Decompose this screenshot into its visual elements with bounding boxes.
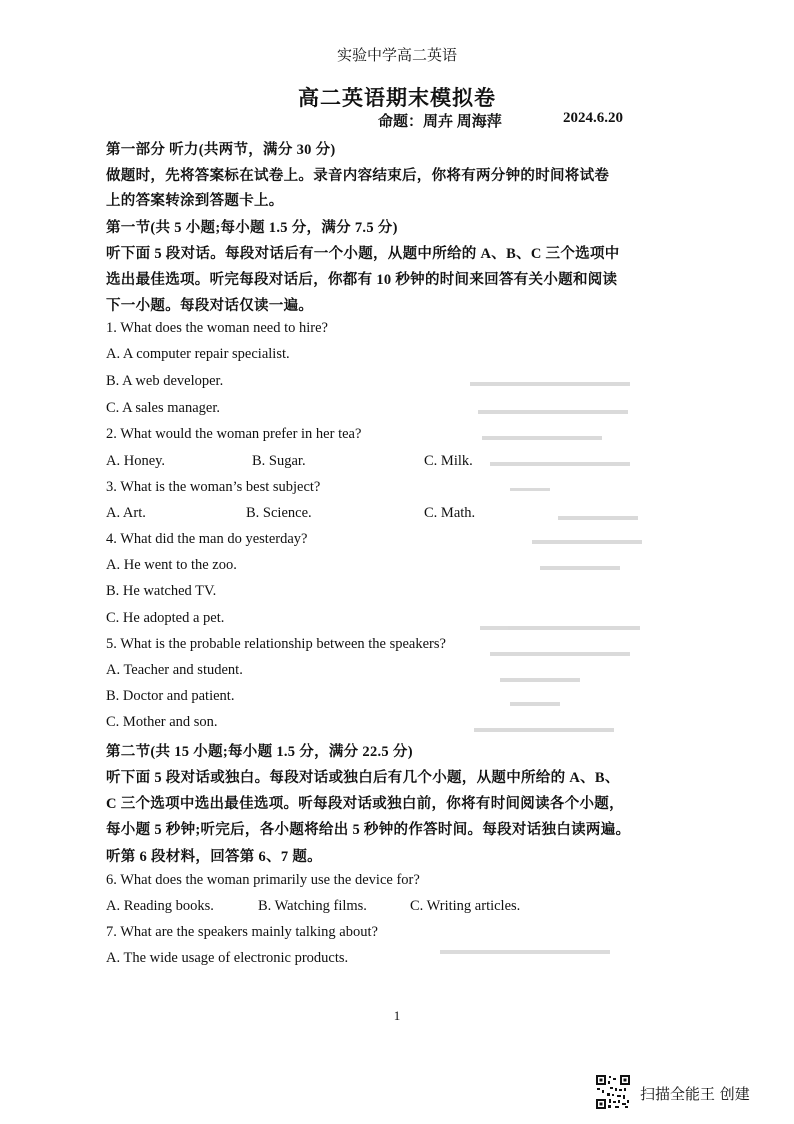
option-a: A. Honey.	[106, 453, 166, 469]
option-c: C. Mother and son.	[106, 714, 218, 730]
option-b: B. Sugar.	[252, 453, 306, 469]
page-number: 1	[393, 1008, 401, 1023]
section1-instruction-line: 选出最佳选项。听完每段对话后，你都有 10 秒钟的时间来回答有关小题和阅读	[106, 272, 618, 288]
option-b: B. Doctor and patient.	[106, 688, 235, 704]
option-b: B. A web developer.	[106, 373, 224, 389]
section1-instruction-line: 听下面 5 段对话。每段对话后有一个小题，从题中所给的 A、B、C 三个选项中	[106, 246, 620, 262]
section2-instruction-line: 听第 6 段材料，回答第 6、7 题。	[106, 849, 322, 865]
option-c: C. Writing articles.	[410, 898, 521, 914]
section2-instruction-line: 听下面 5 段对话或独白。每段对话或独白后有几个小题，从题中所给的 A、B、	[106, 770, 620, 786]
question-text: 5. What is the probable relationship between the speakers?	[106, 636, 446, 652]
question-text: 2. What would the woman prefer in her tea?	[106, 426, 362, 442]
qr-code-icon	[596, 1075, 630, 1109]
section1-heading: 第一节(共 5 小题;每小题 1.5 分，满分 7.5 分)	[106, 220, 398, 236]
option-a: A. He went to the zoo.	[106, 557, 237, 573]
scanner-brand-text: 扫描全能王 创建	[640, 1085, 750, 1103]
option-c: C. Milk.	[424, 453, 473, 469]
option-c: C. A sales manager.	[106, 400, 220, 416]
question-text: 1. What does the woman need to hire?	[106, 320, 328, 336]
option-b: B. He watched TV.	[106, 583, 217, 599]
option-a: A. A computer repair specialist.	[106, 346, 290, 362]
scan-bleed-through	[440, 370, 660, 970]
option-c: C. Math.	[424, 505, 476, 521]
option-b: B. Watching films.	[258, 898, 367, 914]
page-title: 高二英语期末模拟卷	[298, 86, 496, 110]
section2-heading: 第二节(共 15 小题;每小题 1.5 分，满分 22.5 分)	[106, 744, 413, 760]
part1-instruction-line: 做题时，先将答案标在试卷上。录音内容结束后，你将有两分钟的时间将试卷	[106, 168, 610, 184]
section1-instruction-line: 下一小题。每段对话仅读一遍。	[106, 298, 314, 314]
option-a: A. Teacher and student.	[106, 662, 243, 678]
exam-date: 2024.6.20	[563, 110, 623, 126]
option-b: B. Science.	[246, 505, 312, 521]
part1-heading: 第一部分 听力(共两节，满分 30 分)	[106, 142, 336, 158]
question-text: 7. What are the speakers mainly talking about?	[106, 924, 378, 940]
part1-instruction-line: 上的答案转涂到答题卡上。	[106, 193, 284, 209]
option-a: A. The wide usage of electronic products.	[106, 950, 349, 966]
question-text: 6. What does the woman primarily use the device for?	[106, 872, 420, 888]
section2-instruction-line: C 三个选项中选出最佳选项。听每段对话或独白前，你将有时间阅读各个小题，	[106, 796, 624, 812]
exam-authors: 命题：周卉 周海萍	[378, 114, 502, 130]
option-a: A. Art.	[106, 505, 146, 521]
section2-instruction-line: 每小题 5 秒钟;听完后，各小题将给出 5 秒钟的作答时间。每段对话独白读两遍。	[106, 822, 631, 838]
document-header: 实验中学高二英语	[336, 48, 457, 64]
question-text: 4. What did the man do yesterday?	[106, 531, 308, 547]
option-c: C. He adopted a pet.	[106, 610, 225, 626]
option-a: A. Reading books.	[106, 898, 214, 914]
question-text: 3. What is the woman’s best subject?	[106, 479, 321, 495]
